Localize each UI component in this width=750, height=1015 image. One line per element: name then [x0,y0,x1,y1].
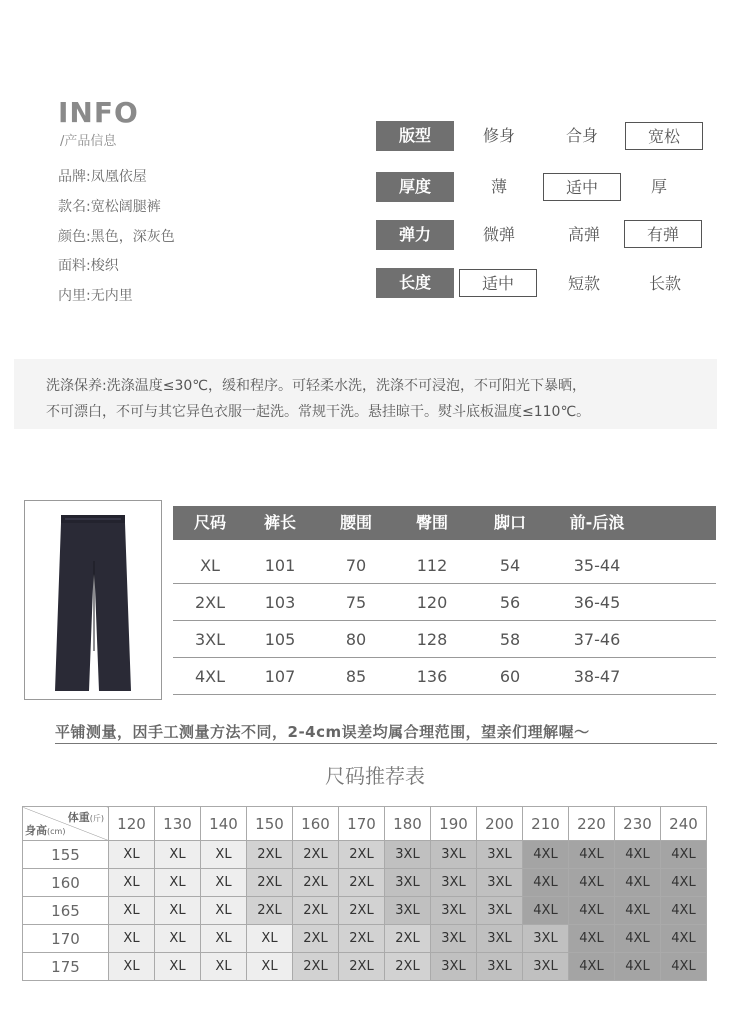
size-table-cell: 3XL [194,630,226,649]
size-cell: 3XL [431,897,477,925]
size-table-cell: 105 [264,630,296,649]
size-cell: 4XL [569,953,615,981]
size-cell: 3XL [477,841,523,869]
size-cell: XL [109,953,155,981]
size-cell: XL [201,841,247,869]
corner-height-label: 身高 [25,824,47,837]
weight-header: 180 [385,807,431,841]
size-table-cell: 36-45 [573,593,621,612]
size-cell: 2XL [385,953,431,981]
size-table-header [173,506,716,540]
size-cell: 4XL [661,953,707,981]
size-cell: 4XL [615,925,661,953]
table-row [23,897,707,925]
weight-header: 130 [155,807,201,841]
size-cell: XL [109,869,155,897]
size-cell: 4XL [615,897,661,925]
info-color: 颜色:黑色，深灰色 [58,229,175,245]
size-table-cell: 60 [499,667,521,686]
size-cell: 2XL [293,925,339,953]
weight-header: 150 [247,807,293,841]
attr-option: 修身 [482,126,515,145]
size-table-cell: 56 [499,593,521,612]
size-cell: 3XL [385,869,431,897]
size-table-cell: 4XL [194,667,226,686]
size-table-cell: 37-46 [573,630,621,649]
size-cell: 4XL [523,841,569,869]
product-image-frame [24,500,162,700]
attr-option-selected: 适中 [459,269,537,297]
size-cell: 4XL [569,925,615,953]
attr-label-thickness: 厚度 [376,172,454,202]
size-cell: XL [201,925,247,953]
size-table-cell: 107 [264,667,296,686]
table-row [23,953,707,981]
size-cell: 4XL [569,841,615,869]
size-cell: 2XL [339,925,385,953]
info-fabric: 面料:梭织 [58,258,119,274]
size-cell: 4XL [523,869,569,897]
table-row [23,841,707,869]
size-cell: 2XL [339,897,385,925]
height-header: 170 [23,925,109,953]
size-cell: 2XL [293,869,339,897]
size-header-size: 尺码 [193,513,226,532]
weight-header: 160 [293,807,339,841]
size-table-cell: 80 [345,630,367,649]
weight-header: 210 [523,807,569,841]
corner-height-unit: (cm) [47,827,66,836]
size-cell: 2XL [293,841,339,869]
size-cell: 3XL [477,897,523,925]
size-recommendation-table [22,806,707,981]
size-header-hip: 臀围 [415,513,448,532]
attr-option: 厚 [650,177,667,196]
size-cell: XL [247,953,293,981]
size-table-cell: 70 [345,556,367,575]
attr-option: 合身 [565,126,598,145]
size-cell: XL [155,897,201,925]
attr-option-selected: 宽松 [625,122,703,150]
size-table-cell: 101 [264,556,296,575]
size-header-length: 裤长 [263,513,296,532]
weight-header: 240 [661,807,707,841]
size-cell: 3XL [385,897,431,925]
size-cell: 4XL [661,869,707,897]
weight-header: 140 [201,807,247,841]
size-cell: 4XL [661,897,707,925]
size-cell: XL [155,925,201,953]
size-table-cell: 75 [345,593,367,612]
care-line-1: 洗涤保养:洗涤温度≤30℃，缓和程序。可轻柔水洗，洗涤不可浸泡，不可阳光下暴晒， [46,378,586,394]
care-instructions [14,359,717,429]
wide-leg-pants-image [25,501,161,699]
size-row-divider [173,657,716,658]
size-cell: 2XL [339,869,385,897]
height-header: 155 [23,841,109,869]
size-cell: 4XL [569,869,615,897]
size-cell: XL [201,897,247,925]
size-cell: XL [201,953,247,981]
size-cell: 3XL [477,869,523,897]
size-table-cell: 120 [416,593,448,612]
size-cell: 3XL [431,953,477,981]
size-cell: XL [155,841,201,869]
attr-option: 高弹 [567,225,600,244]
info-lining: 内里:无内里 [58,288,133,304]
attr-option: 薄 [490,177,507,196]
size-table-cell: 58 [499,630,521,649]
size-cell: XL [109,925,155,953]
measurement-note: 平铺测量，因手工测量方法不同，2-4cm误差均属合理范围，望亲们理解喔～ [55,723,590,741]
size-cell: XL [201,869,247,897]
table-row [23,925,707,953]
attr-option-selected: 有弹 [624,220,702,248]
size-cell: 4XL [615,841,661,869]
weight-header: 190 [431,807,477,841]
size-cell: 3XL [431,869,477,897]
size-header-waist: 腰围 [339,513,372,532]
size-cell: 2XL [247,897,293,925]
size-table-cell: 38-47 [573,667,621,686]
size-cell: 2XL [385,925,431,953]
size-cell: XL [155,953,201,981]
table-row [23,869,707,897]
size-cell: 2XL [247,841,293,869]
size-cell: 2XL [293,953,339,981]
size-cell: XL [155,869,201,897]
height-header: 160 [23,869,109,897]
size-cell: 4XL [615,953,661,981]
weight-header: 170 [339,807,385,841]
weight-header: 230 [615,807,661,841]
height-header: 165 [23,897,109,925]
size-cell: 4XL [615,869,661,897]
size-row-divider [173,583,716,584]
corner-weight-unit: (斤) [89,814,104,823]
weight-header: 220 [569,807,615,841]
care-line-2: 不可漂白，不可与其它异色衣服一起洗。常规干洗。悬挂晾干。熨斗底板温度≤110℃。 [46,404,591,420]
size-cell: 3XL [431,841,477,869]
weight-header: 200 [477,807,523,841]
attr-option-selected: 适中 [543,173,621,201]
info-title: INFO [58,96,139,129]
weight-header: 120 [109,807,155,841]
size-table-cell: XL [200,556,220,575]
size-table-cell: 85 [345,667,367,686]
info-brand: 品牌:凤凰依屋 [58,169,147,185]
info-subtitle: /产品信息 [60,134,117,149]
size-cell: 3XL [523,953,569,981]
size-header-rise: 前-后浪 [569,513,625,532]
recommendation-title: 尺码推荐表 [325,764,425,788]
size-cell: XL [247,925,293,953]
attr-label-fit: 版型 [376,121,454,151]
size-table-cell: 35-44 [573,556,621,575]
size-header-hem: 脚口 [493,513,526,532]
size-cell: 2XL [339,841,385,869]
size-cell: 3XL [477,953,523,981]
size-cell: 3XL [385,841,431,869]
size-table-cell: 112 [416,556,448,575]
size-table-cell: 103 [264,593,296,612]
size-cell: 4XL [661,925,707,953]
attr-option: 短款 [567,274,600,293]
size-cell: 4XL [523,897,569,925]
attr-option: 微弹 [482,225,515,244]
size-cell: 4XL [569,897,615,925]
attr-label-length: 长度 [376,268,454,298]
attr-option: 长款 [648,274,681,293]
size-cell: 3XL [523,925,569,953]
size-cell: 2XL [293,897,339,925]
size-table-cell: 128 [416,630,448,649]
size-cell: 2XL [339,953,385,981]
size-row-divider [173,620,716,621]
divider [55,743,717,744]
info-style-name: 款名:宽松阔腿裤 [58,199,161,215]
size-cell: 3XL [431,925,477,953]
size-cell: 3XL [477,925,523,953]
height-header: 175 [23,953,109,981]
size-table-cell: 2XL [194,593,226,612]
size-cell: XL [109,897,155,925]
table-corner [23,807,109,841]
corner-weight-label: 体重 [67,811,90,824]
size-cell: XL [109,841,155,869]
size-table-cell: 54 [499,556,521,575]
size-row-divider [173,694,716,695]
size-table-cell: 136 [416,667,448,686]
size-cell: 4XL [661,841,707,869]
attr-label-elasticity: 弹力 [376,220,454,250]
size-cell: 2XL [247,869,293,897]
